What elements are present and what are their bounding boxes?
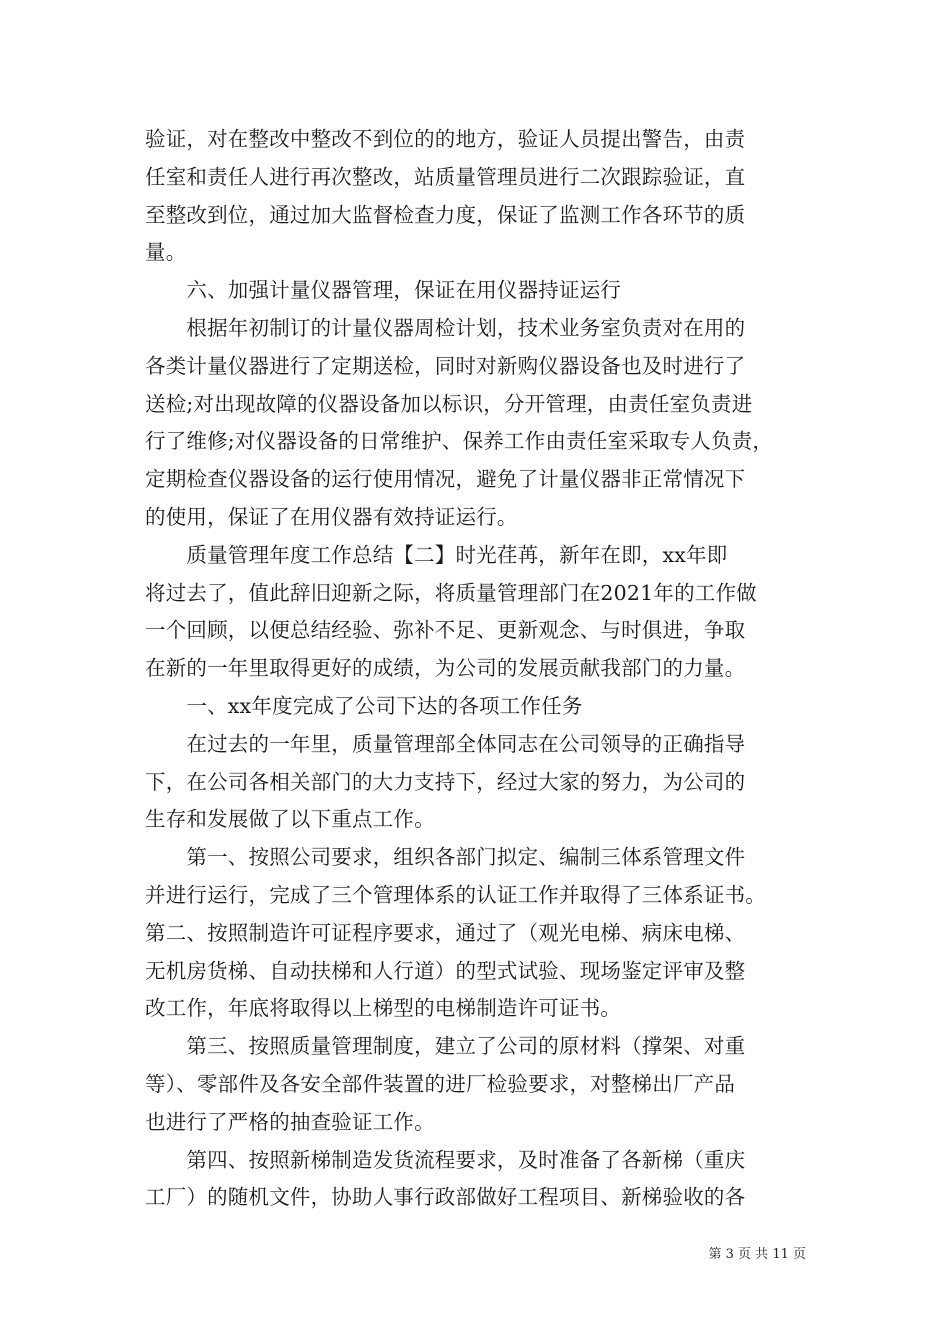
text-line: 根据年初制订的计量仪器周检计划，技术业务室负责对在用的 <box>145 315 746 340</box>
text-line: 至整改到位，通过加大监督检查力度，保证了监测工作各环节的质 <box>145 202 746 227</box>
document-body <box>145 121 813 1217</box>
text-line: 验证，对在整改中整改不到位的的地方，验证人员提出警告，由责 <box>145 127 746 151</box>
text-line: 无机房货梯、自动扶梯和人行道）的型式试验、现场鉴定评审及整 <box>145 958 746 983</box>
text-line: 的使用，保证了在用仪器有效持证运行。 <box>145 504 518 529</box>
section-heading: 六、加强计量仪器管理，保证在用仪器持证运行 <box>145 278 622 303</box>
text-line: 量。 <box>145 240 187 265</box>
text-line: 也进行了严格的抽查验证工作。 <box>145 1109 435 1134</box>
text-line: 各类计量仪器进行了定期送检，同时对新购仪器设备也及时进行了 <box>145 353 746 378</box>
text-line: 工厂）的随机文件，协助人事行政部做好工程项目、新梯验收的各 <box>145 1185 746 1210</box>
text-line: 定期检查仪器设备的运行使用情况，避免了计量仪器非正常情况下 <box>145 467 746 492</box>
text-line: 等）、零部件及各安全部件装置的进厂检验要求，对整梯出厂产品 <box>145 1071 736 1096</box>
page-number: 第 3 页 共 11 页 <box>708 1247 806 1262</box>
section-heading: 一、xx年度完成了公司下达的各项工作任务 <box>145 693 583 718</box>
text-line: 第二、按照制造许可证程序要求，通过了（观光电梯、病床电梯、 <box>145 920 746 945</box>
text-line: 一个回顾，以便总结经验、弥补不足、更新观念、与时俱进，争取 <box>145 618 746 643</box>
text-line: 改工作，年底将取得以上梯型的电梯制造许可证书。 <box>145 996 622 1021</box>
text-line: 第四、按照新梯制造发货流程要求，及时准备了各新梯（重庆 <box>145 1147 746 1172</box>
text-line: 第三、按照质量管理制度，建立了公司的原材料（撑架、对重 <box>145 1034 746 1059</box>
text-line: 任室和责任人进行再次整改，站质量管理员进行二次跟踪验证，直 <box>145 164 746 189</box>
text-line: 下，在公司各相关部门的大力支持下，经过大家的努力，为公司的 <box>145 769 746 794</box>
text-line: 第一、按照公司要求，组织各部门拟定、编制三体系管理文件 <box>145 845 746 870</box>
text-line: 生存和发展做了以下重点工作。 <box>145 807 435 832</box>
text-line: 质量管理年度工作总结【二】时光荏苒，新年在即，xx年即 <box>145 542 728 567</box>
text-line: 送检;对出现故障的仪器设备加以标识，分开管理，由责任室负责进 <box>145 391 753 416</box>
text-line: 将过去了，值此辞旧迎新之际，将质量管理部门在2021年的工作做 <box>145 580 757 605</box>
text-line: 在新的一年里取得更好的成绩，为公司的发展贡献我部门的力量。 <box>145 656 746 681</box>
text-line: 并进行运行，完成了三个管理体系的认证工作并取得了三体系证书。 <box>145 882 766 907</box>
text-line: 在过去的一年里，质量管理部全体同志在公司领导的正确指导 <box>145 731 746 756</box>
text-line: 行了维修;对仪器设备的日常维护、保养工作由责任室采取专人负责， <box>145 429 774 454</box>
